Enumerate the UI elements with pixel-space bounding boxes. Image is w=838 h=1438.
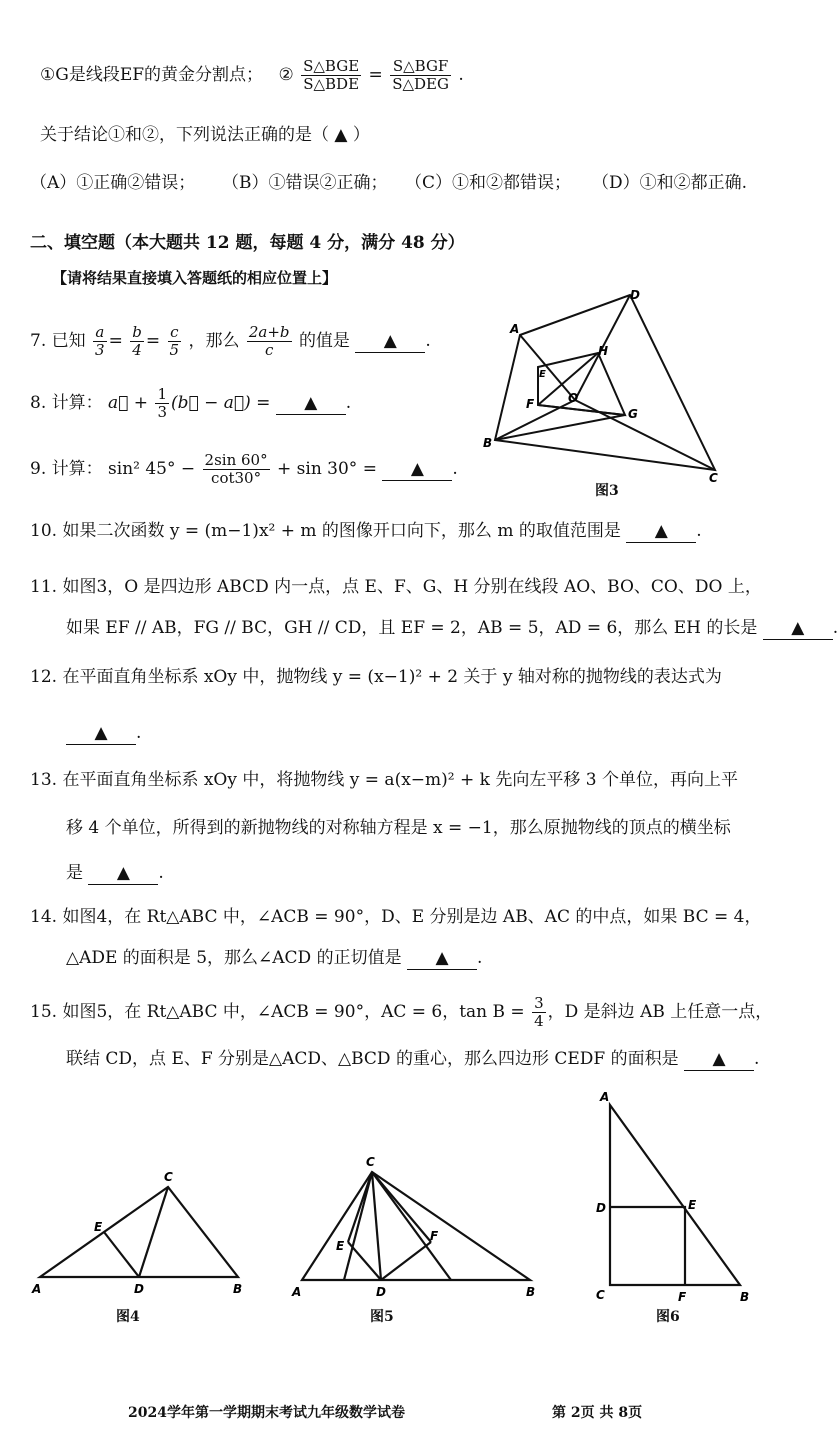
svg-text:C: C — [164, 1170, 173, 1184]
q6-option-c: （C）①和②都错误； — [405, 173, 572, 193]
question-11-line-2: 如果 EF // AB，FG // BC，GH // CD，且 EF = 2，AB = 5，AD = 6，那么 EH 的长是 ▲ . — [66, 618, 838, 638]
question-12-line-1: 12. 在平面直角坐标系 xOy 中，抛物线 y = (x−1)² + 2 关于 y 轴对称的抛物线的表达式为 — [30, 667, 722, 687]
figure-5-caption: 图5 — [370, 1309, 394, 1325]
answer-blank-11[interactable]: ▲ — [763, 617, 833, 640]
svg-text:F: F — [430, 1229, 439, 1243]
footer-title: 2024学年第一学期期末考试九年级数学试卷 — [128, 1405, 405, 1421]
svg-text:D: D — [596, 1201, 606, 1215]
question-9: 9. 计算： sin² 45° − $\frac{2\sin 60^\circ}{\cot 30^\circ}$ + sin 30° = ▲ . — [30, 451, 458, 487]
svg-text:E: E — [688, 1198, 697, 1212]
question-11-line-1: 11. 如图3，O 是四边形 ABCD 内一点，点 E、F、G、H 分别在线段 AO、BO、CO、DO 上， — [30, 577, 762, 597]
figure-4 — [28, 1165, 258, 1300]
svg-text:E: E — [336, 1239, 345, 1253]
svg-text:F: F — [526, 397, 535, 411]
svg-text:B: B — [233, 1282, 243, 1296]
svg-text:A: A — [292, 1285, 302, 1299]
question-13-line-1: 13. 在平面直角坐标系 xOy 中，将抛物线 y = a(x−m)² + k 先向左平移 3 个单位，再向上平 — [30, 770, 738, 790]
q6-fraction-1: $\frac{\text{S△BGE}}{\text{S△BDE}}$ — [303, 57, 360, 93]
svg-text:E: E — [539, 369, 546, 380]
q6-conclusion-2-number: ② — [278, 65, 294, 85]
svg-text:D: D — [134, 1282, 144, 1296]
svg-text:D: D — [376, 1285, 386, 1299]
answer-blank-14[interactable]: ▲ — [407, 947, 477, 970]
svg-text:A: A — [510, 322, 520, 336]
svg-text:E: E — [94, 1220, 103, 1234]
question-14-line-2: △ADE 的面积是 5，那么∠ACD 的正切值是 ▲ . — [66, 948, 483, 968]
answer-blank-15[interactable]: ▲ — [684, 1048, 754, 1071]
section-title: 二、填空题（本大题共 12 题，每题 4 分，满分 48 分） — [30, 233, 465, 253]
question-8: 8. 计算： a⃗ + $\frac{1}{3}$ (b⃗ − a⃗) = ▲ . — [30, 385, 352, 421]
figure-3-caption: 图3 — [595, 483, 619, 499]
svg-text:F: F — [678, 1290, 687, 1304]
question-13-line-2: 移 4 个单位，所得到的新抛物线的对称轴方程是 x = −1，那么原抛物线的顶点的横坐标 — [66, 818, 731, 838]
svg-text:A: A — [600, 1090, 610, 1104]
figure-6-caption: 图6 — [656, 1309, 680, 1325]
svg-text:O: O — [568, 391, 579, 405]
answer-blank-7[interactable]: ▲ — [355, 330, 425, 353]
figure-3 — [480, 285, 740, 505]
question-7: 7. 已知 $\frac{a}{3}$ = $\frac{b}{4}$ = $\frac{c}{5}$ ，那么 $\frac{2a+b}{c}$ 的值是 ▲ . — [30, 323, 431, 359]
svg-text:B: B — [740, 1290, 750, 1304]
answer-blank-8[interactable]: ▲ — [276, 392, 346, 415]
q6-conclusion-1: ①G是线段EF的黄金分割点； — [40, 65, 264, 85]
question-15-line-1: 15. 如图5，在 Rt△ABC 中，∠ACB = 90°，AC = 6，tan B = $\frac{3}{4}$ ，D 是斜边 AB 上任意一点， — [30, 994, 773, 1030]
q6-option-a: （A）①正确②错误； — [30, 173, 196, 193]
question-13-line-3: 是 ▲ . — [66, 863, 164, 883]
section-note: 【请将结果直接填入答题纸的相应位置上】 — [52, 269, 338, 287]
svg-text:B: B — [483, 436, 493, 450]
q6-stem: 关于结论①和②，下列说法正确的是（ ▲ ） — [40, 125, 370, 145]
question-12-line-2: ▲ . — [66, 722, 141, 745]
question-14-line-1: 14. 如图4，在 Rt△ABC 中，∠ACB = 90°，D、E 分别是边 AB、AC 的中点，如果 BC = 4， — [30, 907, 762, 927]
q6-fraction-2: $\frac{\text{S△BGF}}{\text{S△DEG}}$ — [392, 57, 449, 93]
answer-blank-12[interactable]: ▲ — [66, 722, 136, 745]
svg-text:D: D — [630, 288, 640, 302]
svg-text:C: C — [366, 1155, 375, 1169]
question-10: 10. 如果二次函数 y = (m−1)x² + m 的图像开口向下，那么 m 的取值范围是 ▲ . — [30, 521, 702, 541]
q6-condition-line: ①G是线段EF的黄金分割点； ② $\frac{\text{S△BGE}}{\text{S△BDE}}$ = $\frac{\text{S△BGF}}{\text{S△DEG}}$ . — [40, 57, 464, 93]
figure-6 — [590, 1085, 760, 1310]
figure-4-caption: 图4 — [116, 1309, 140, 1325]
quad-abcd — [495, 295, 715, 470]
answer-blank-13[interactable]: ▲ — [88, 862, 158, 885]
q6-option-d: （D）①和②都正确. — [592, 173, 748, 193]
q6-option-b: （B）①错误②正确； — [222, 173, 388, 193]
svg-text:C: C — [596, 1288, 605, 1302]
svg-text:H: H — [598, 344, 609, 358]
svg-text:B: B — [526, 1285, 536, 1299]
svg-text:C: C — [709, 471, 718, 485]
answer-blank-9[interactable]: ▲ — [382, 458, 452, 481]
footer-page-number: 第 2页 共 8页 — [552, 1405, 643, 1421]
question-15-line-2: 联结 CD，点 E、F 分别是△ACD、△BCD 的重心，那么四边形 CEDF 的面积是 ▲ . — [66, 1049, 760, 1069]
svg-text:A: A — [32, 1282, 42, 1296]
answer-blank-10[interactable]: ▲ — [626, 520, 696, 543]
figure-5 — [286, 1150, 546, 1300]
svg-text:G: G — [628, 407, 638, 421]
